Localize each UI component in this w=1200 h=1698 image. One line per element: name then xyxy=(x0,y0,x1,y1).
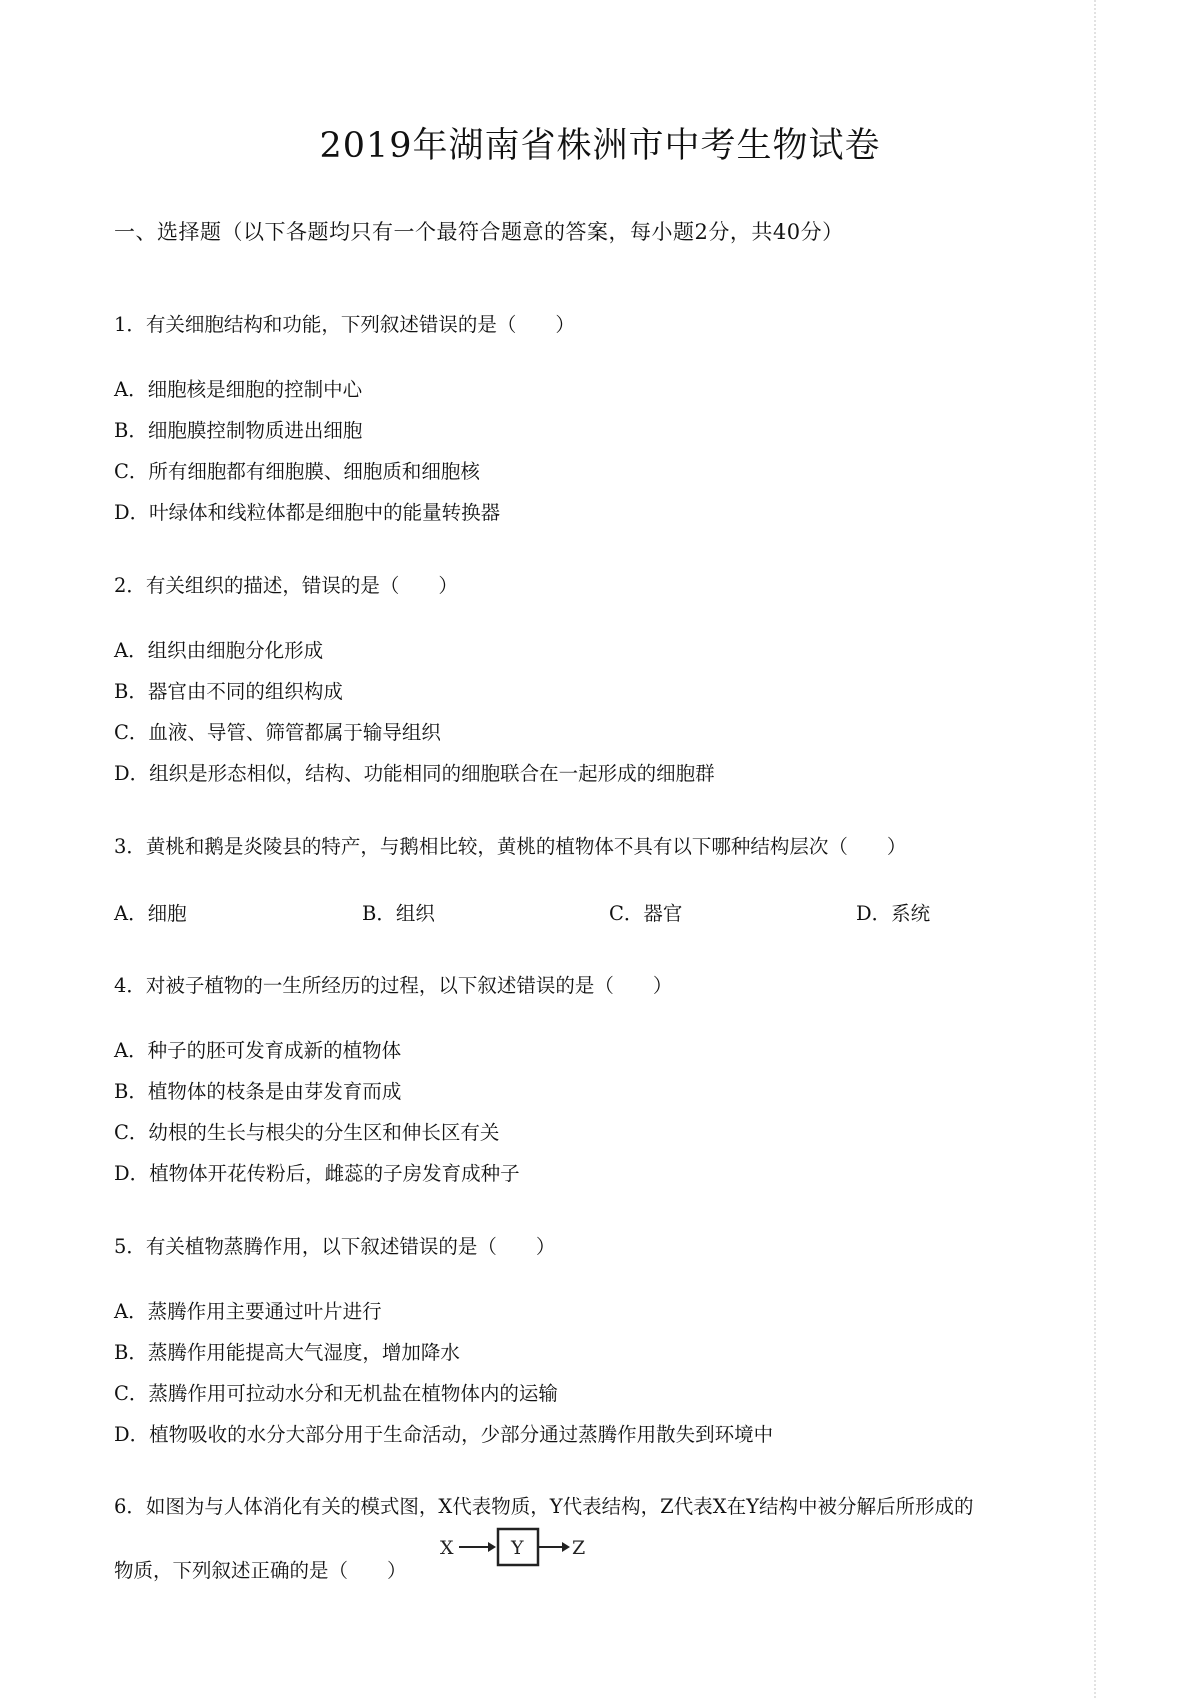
question-2-stem: 2．有关组织的描述，错误的是（ ） xyxy=(114,574,458,597)
question-1-option-d: D．叶绿体和线粒体都是细胞中的能量转换器 xyxy=(114,501,501,524)
question-2-option-d: D．组织是形态相似，结构、功能相同的细胞联合在一起形成的细胞群 xyxy=(114,762,715,785)
section-heading: 一、选择题（以下各题均只有一个最符合题意的答案，每小题2分，共40分） xyxy=(114,220,844,244)
question-1-option-c: C．所有细胞都有细胞膜、细胞质和细胞核 xyxy=(114,460,480,483)
question-4-option-d: D．植物体开花传粉后，雌蕊的子房发育成种子 xyxy=(114,1162,520,1185)
diagram-arrowhead-1 xyxy=(488,1542,496,1552)
question-3-option-b: B．组织 xyxy=(362,902,435,925)
question-4-option-a: A．种子的胚可发育成新的植物体 xyxy=(114,1039,402,1062)
question-4-stem: 4．对被子植物的一生所经历的过程，以下叙述错误的是（ ） xyxy=(114,974,673,997)
question-5-stem: 5．有关植物蒸腾作用，以下叙述错误的是（ ） xyxy=(114,1235,556,1258)
diagram-label-z: Z xyxy=(572,1537,586,1559)
question-5-option-c: C．蒸腾作用可拉动水分和无机盐在植物体内的运输 xyxy=(114,1382,558,1405)
question-3-option-a: A．细胞 xyxy=(114,902,187,925)
question-1-option-a: A．细胞核是细胞的控制中心 xyxy=(114,378,363,401)
question-3-option-c: C．器官 xyxy=(609,902,683,925)
diagram-label-y: Y xyxy=(511,1537,524,1559)
question-5-option-a: A．蒸腾作用主要通过叶片进行 xyxy=(114,1300,382,1323)
question-1-stem: 1．有关细胞结构和功能，下列叙述错误的是（ ） xyxy=(114,313,575,336)
question-6-stem: 6．如图为与人体消化有关的模式图，X代表物质，Y代表结构，Z代表X在Y结构中被分解后所形成的 xyxy=(114,1495,974,1518)
question-5-option-b: B．蒸腾作用能提高大气湿度，增加降水 xyxy=(114,1341,460,1364)
page-edge-dotted-line xyxy=(1094,0,1096,1698)
diagram-arrowhead-2 xyxy=(562,1542,570,1552)
question-2-option-b: B．器官由不同的组织构成 xyxy=(114,680,343,703)
digestion-model-diagram xyxy=(438,1525,590,1571)
question-5-option-d: D．植物吸收的水分大部分用于生命活动，少部分通过蒸腾作用散失到环境中 xyxy=(114,1423,774,1446)
page-title: 2019年湖南省株洲市中考生物试卷 xyxy=(319,126,881,166)
question-6-stem-continued: 物质，下列叙述正确的是（ ） xyxy=(114,1559,407,1582)
diagram-label-x: X xyxy=(440,1537,454,1559)
question-2-option-a: A．组织由细胞分化形成 xyxy=(114,639,324,662)
question-3-stem: 3．黄桃和鹅是炎陵县的特产，与鹅相比较，黄桃的植物体不具有以下哪种结构层次（ ） xyxy=(114,835,907,858)
question-4-option-b: B．植物体的枝条是由芽发育而成 xyxy=(114,1080,402,1103)
question-4-option-c: C．幼根的生长与根尖的分生区和伸长区有关 xyxy=(114,1121,500,1144)
question-2-option-c: C．血液、导管、筛管都属于输导组织 xyxy=(114,721,441,744)
question-1-option-b: B．细胞膜控制物质进出细胞 xyxy=(114,419,363,442)
question-3-option-d: D．系统 xyxy=(856,902,931,925)
